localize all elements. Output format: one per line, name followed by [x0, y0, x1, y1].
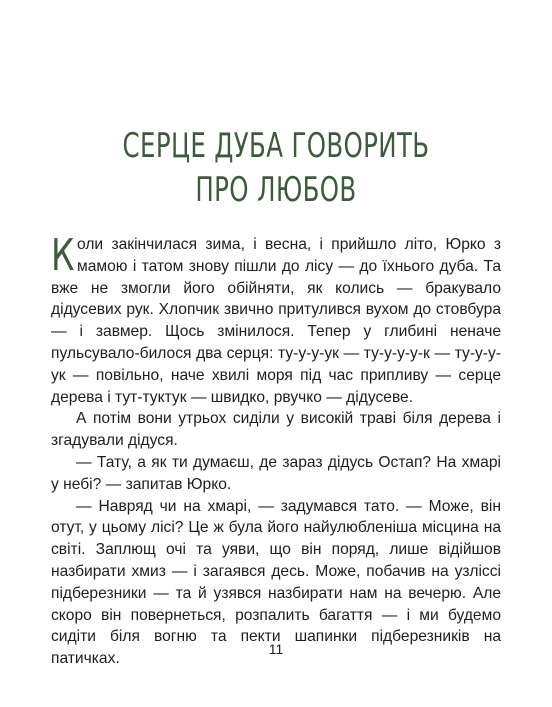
chapter-title-line-2: ПРО ЛЮБОВ — [195, 170, 357, 210]
paragraph-4: — Навряд чи на хмарі, — задумався тато. — Може, він отут, у цьому лісі? Це ж була його найулюбленіша місцина на світі. Заплющ очі та уяви, що він поряд, лише відійшов назбирати хмиз — і загаявся десь. Може, побачив на узліссі підберезники — та й узявся назбирати нам на вечерю. Але скоро він повернеться, розпалить багаття — і ми будемо сидіти біля вогню та пекти шапинки підберезників на патичках. — [51, 497, 501, 668]
chapter-body — [51, 230, 501, 670]
chapter-title-line-1: СЕРЦЕ ДУБА ГОВОРИТЬ — [122, 126, 430, 166]
drop-cap: К — [51, 230, 75, 281]
paragraph-2: А потім вони утрьох сиділи у високій траві біля дерева і згадували дідуся. — [51, 410, 501, 450]
paragraph-3: — Тату, а як ти думаєш, де зараз дідусь Остап? На хмарі у небі? — запитав Юрко. — [51, 453, 501, 493]
chapter-title — [77, 124, 474, 212]
page-number: 11 — [268, 641, 284, 657]
paragraph-1 — [51, 230, 501, 408]
paragraph-1-text: оли закінчилася зима, і весна, і прийшло літо, Юрко з мамою і татом знову пішли до лісу — до їхнього дуба. Та вже не змогли його обійняти, як колись — бракувало дідусевих рук. Хлопчик звично притулився вухом до стовбура — і завмер. Щось змінилося. Тепер у глибині неначе пульсувало-билося два серця: ту-у-у-ук — ту-у-у-у-к — ту-у-у-ук — повільно, наче хвилі моря під час припливу — серце дерева і тут-туктук — швидко, рвучко — дідусеве. — [51, 236, 501, 406]
